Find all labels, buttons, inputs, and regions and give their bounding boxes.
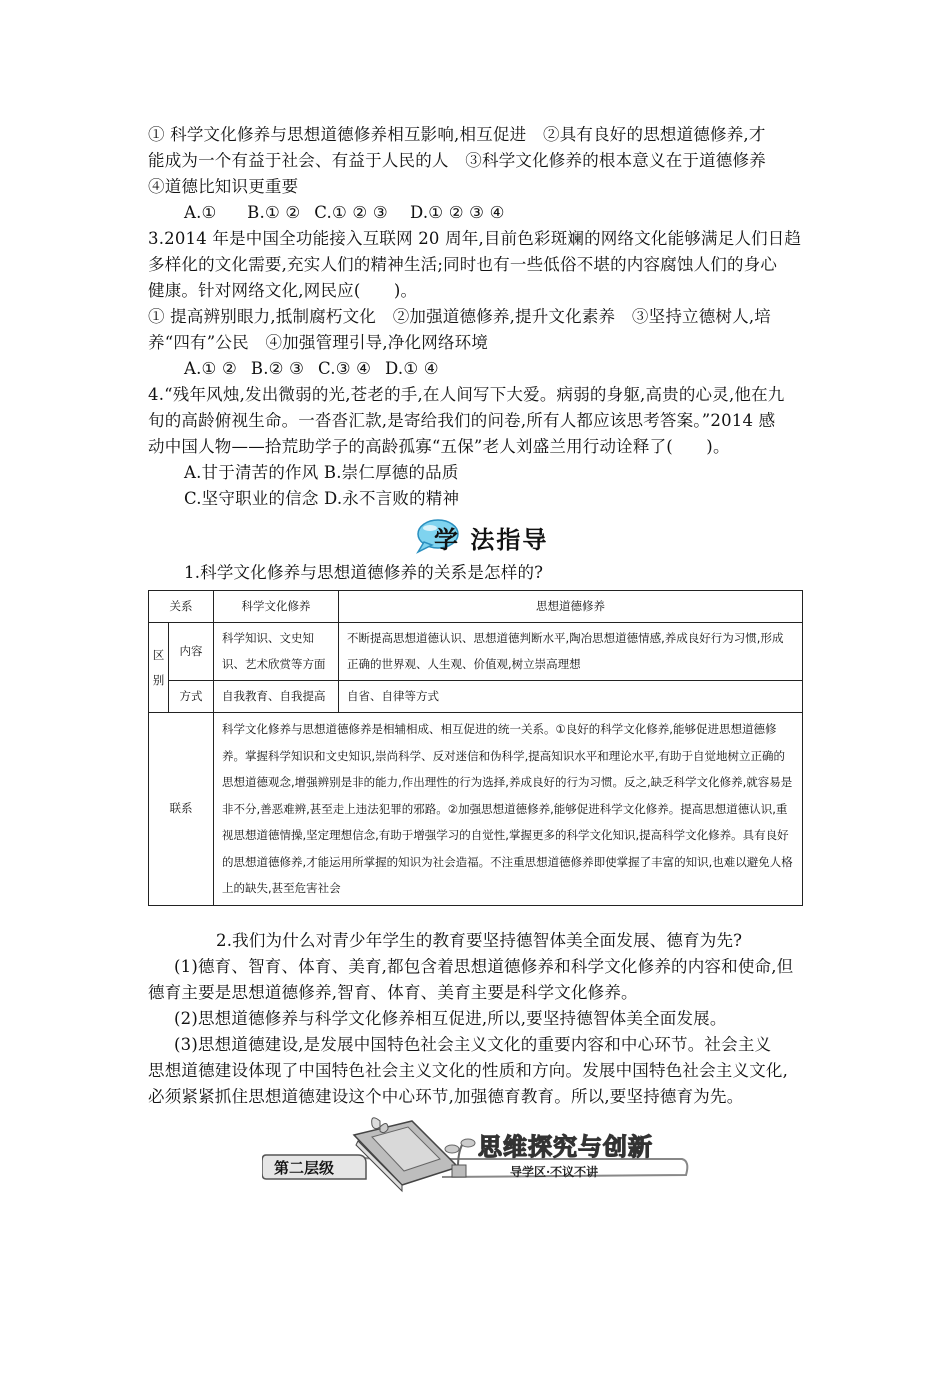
q3-statement-1: ① 提高辨别眼力,抵制腐朽文化 ②加强道德修养,提升文化素养 ③坚持立德树人,培: [148, 307, 771, 326]
section-title: 学 法指导: [434, 526, 549, 554]
q2-options: [148, 200, 804, 226]
moral-content-cell: 不断提高思想道德认识、思想道德判断水平,陶冶思想道德情感,养成良好行为习惯,形成正确的世界观、人生观、价值观,树立崇高理想: [339, 623, 803, 681]
q4-options-cd[interactable]: C.坚守职业的信念 D.永不言败的精神: [184, 489, 460, 508]
item2-p1b: 德育主要是思想道德修养,智育、体育、美育主要是科学文化修养。: [148, 982, 638, 1002]
q3-statement-2: 养“四有”公民 ④加强管理引导,净化网络环境: [148, 333, 489, 352]
q4-line3: 动中国人物——拾荒助学子的高龄孤寡“五保”老人刘盛兰用行动诠释了( )。: [148, 437, 730, 456]
q3-option-a[interactable]: A.① ②: [184, 359, 237, 378]
item1-title: 1.科学文化修养与思想道德修养的关系是怎样的?: [184, 563, 544, 582]
level-label: 第二层级: [274, 1159, 335, 1177]
q2-statements-line3: ④道德比知识更重要: [148, 177, 299, 196]
item2-p3c: 必须紧紧抓住思想道德建设这个中心环节,加强德育教育。所以,要坚持德育为先。: [148, 1086, 744, 1106]
item2-p1a: (1)德育、智育、体育、美育,都包含着思想道德修养和科学文化修养的内容和使命,但: [174, 956, 794, 976]
level-banner: [262, 1115, 692, 1195]
item2-title: 2.我们为什么对青少年学生的教育要坚持德智体美全面发展、德育为先?: [216, 930, 743, 950]
header-relation: 关系: [149, 591, 214, 623]
label-connection: 联系: [149, 713, 214, 906]
q3-option-b[interactable]: B.② ③: [250, 359, 305, 378]
q2-option-d[interactable]: D.① ② ③ ④: [410, 203, 505, 222]
q3-line1: 3.2014 年是中国全功能接入互联网 20 周年,目前色彩斑斓的网络文化能够满足人们日趋: [148, 229, 802, 248]
moral-method-cell: 自省、自律等方式: [339, 681, 803, 713]
header-sci-culture: 科学文化修养: [214, 591, 339, 623]
q4-line2: 旬的高龄俯视生命。一沓沓汇款,是寄给我们的问卷,所有人都应该思考答案。”2014 感: [148, 411, 776, 430]
q2-statements-line2: 能成为一个有益于社会、有益于人民的人 ③科学文化修养的根本意义在于道德修养: [148, 151, 766, 170]
page-content: [148, 122, 804, 1110]
book-icon: [354, 1121, 458, 1191]
q3-line3: 健康。针对网络文化,网民应( )。: [148, 281, 418, 300]
label-content: 内容: [168, 623, 213, 681]
q3-option-d[interactable]: D.① ④: [385, 359, 439, 378]
q2-statements-line1: ① 科学文化修养与思想道德修养相互影响,相互促进 ②具有良好的思想道德修养,才: [148, 125, 766, 144]
q3-line2: 多样化的文化需要,充实人们的精神生活;同时也有一些低俗不堪的内容腐蚀人们的身心: [148, 255, 778, 274]
item2-p2: (2)思想道德修养与科学文化修养相互促进,所以,要坚持德智体美全面发展。: [174, 1008, 727, 1028]
section-header: [148, 518, 804, 558]
banner-subtitle: 导学区·不议不讲: [510, 1165, 599, 1179]
header-moral: 思想道德修养: [339, 591, 803, 623]
q4-options-ab[interactable]: A.甘于清苦的作风 B.崇仁厚德的品质: [184, 463, 459, 482]
q3-option-c[interactable]: C.③ ④: [318, 359, 372, 378]
label-difference: 区别: [149, 623, 169, 713]
q3-options: [148, 356, 804, 382]
banner-title: 思维探究与创新: [478, 1133, 653, 1161]
sci-content-cell: 科学知识、文史知识、艺术欣赏等方面: [214, 623, 339, 681]
relation-table: [148, 590, 803, 906]
item2-p3b: 思想道德建设体现了中国特色社会主义文化的性质和方向。发展中国特色社会主义文化,: [148, 1060, 789, 1080]
q2-option-a[interactable]: A.①: [184, 203, 217, 222]
sci-method-cell: 自我教育、自我提高: [214, 681, 339, 713]
q2-option-b[interactable]: B.① ②: [247, 203, 301, 222]
q4-line1: 4.“残年风烛,发出微弱的光,苍老的手,在人间写下大爱。病弱的身躯,高贵的心灵,他在九: [148, 385, 785, 404]
label-method: 方式: [168, 681, 213, 713]
item2-p3a: (3)思想道德建设,是发展中国特色社会主义文化的重要内容和中心环节。社会主义: [174, 1034, 772, 1054]
q2-option-c[interactable]: C.① ② ③: [314, 203, 388, 222]
connection-cell: 科学文化修养与思想道德修养是相辅相成、相互促进的统一关系。①良好的科学文化修养,能够促进思想道德修养。掌握科学知识和文史知识,崇尚科学、反对迷信和伪科学,提高知识水平和理论水平,有助于自觉地树立正确的思想道德观念,增强辨别是非的能力,作出理性的行为选择,养成良好的行为习惯。反之,缺乏科学文化修养,就容易是非不分,善恶难辨,甚至走上违法犯罪的邪路。②加强思想道德修养,能够促进科学文化修养。提高思想道德认识,重视思想道德情操,坚定理想信念,有助于增强学习的自觉性,掌握更多的科学文化知识,提高科学文化修养。具有良好的思想道德修养,才能运用所掌握的知识为社会造福。不注重思想道德修养即使掌握了丰富的知识,也难以避免人格上的缺失,甚至危害社会: [214, 713, 803, 906]
